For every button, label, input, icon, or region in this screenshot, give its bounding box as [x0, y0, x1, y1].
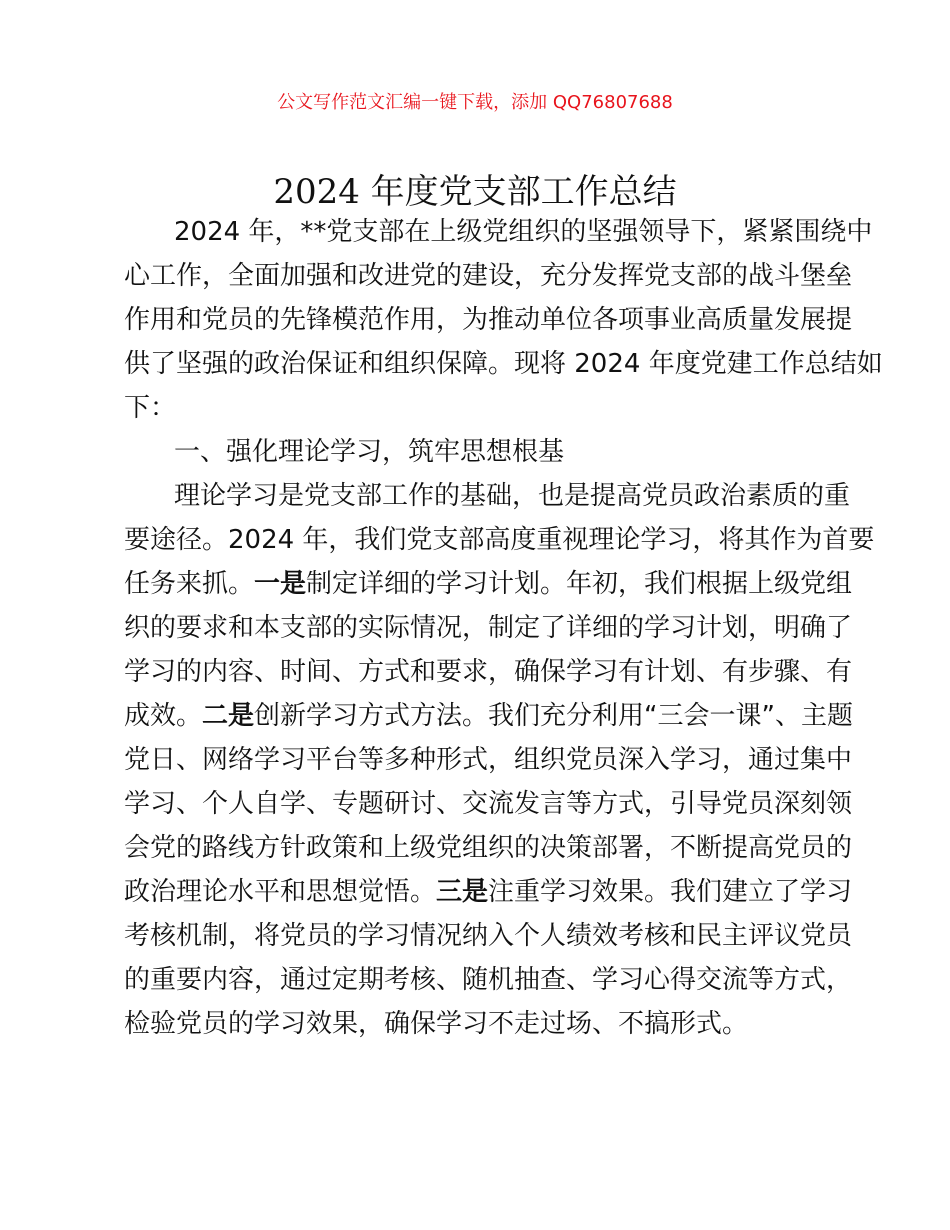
text-line [124, 386, 836, 430]
header-watermark: 公文写作范文汇编一键下载，添加 QQ76807688 [277, 92, 673, 113]
text-segment: 供了坚强的政治保证和组织保障。现将 2024 年度党建工作总结如 [124, 349, 883, 379]
text-segment: 2024 年，**党支部在上级党组织的坚强领导下，紧紧围绕中 [174, 217, 873, 247]
bold-keyword: 一是 [254, 569, 307, 599]
text-segment: 学习、个人自学、专题研讨、交流发言等方式，引导党员深刻领 [124, 789, 853, 819]
text-segment: 下： [124, 393, 177, 423]
bold-keyword: 三是 [436, 877, 489, 907]
text-segment: 心工作，全面加强和改进党的建设，充分发挥党支部的战斗堡垒 [124, 261, 853, 291]
text-line [174, 210, 873, 254]
text-segment: 理论学习是党支部工作的基础，也是提高党员政治素质的重 [174, 481, 851, 511]
text-segment: 政治理论水平和思想觉悟。 [124, 877, 437, 907]
text-segment: 检验党员的学习效果，确保学习不走过场、不搞形式。 [124, 1009, 749, 1039]
text-segment: 党日、网络学习平台等多种形式，组织党员深入学习，通过集中 [124, 745, 853, 775]
text-segment: 一、强化理论学习，筑牢思想根基 [174, 437, 565, 467]
text-line [174, 474, 851, 518]
text-line [124, 606, 853, 650]
text-segment: 要途径。2024 年，我们党支部高度重视理论学习，将其作为首要 [124, 525, 875, 555]
section-heading [174, 430, 836, 474]
text-line [124, 650, 853, 694]
text-segment: 注重学习效果。我们建立了学习 [488, 877, 853, 907]
text-line [124, 958, 853, 1002]
text-segment: 织的要求和本支部的实际情况，制定了详细的学习计划，明确了 [124, 613, 853, 643]
text-line [124, 870, 853, 914]
text-segment: 任务来抓。 [124, 569, 255, 599]
text-segment: 考核机制，将党员的学习情况纳入个人绩效考核和民主评议党员 [124, 921, 853, 951]
text-line [124, 1002, 836, 1046]
text-segment: 创新学习方式方法。我们充分利用“三会一课”、主题 [254, 701, 853, 731]
text-line [124, 298, 853, 342]
text-line [124, 826, 853, 870]
bold-keyword: 二是 [202, 701, 255, 731]
text-segment: 成效。 [124, 701, 203, 731]
text-segment: 学习的内容、时间、方式和要求，确保学习有计划、有步骤、有 [124, 657, 853, 687]
document-title: 2024 年度党支部工作总结 [273, 172, 677, 212]
text-line [124, 782, 853, 826]
text-line [124, 342, 883, 386]
text-line [124, 694, 853, 738]
text-line [124, 562, 853, 606]
text-line [124, 254, 853, 298]
text-line [124, 738, 853, 782]
text-line [124, 518, 875, 562]
text-segment: 制定详细的学习计划。年初，我们根据上级党组 [306, 569, 853, 599]
text-segment: 会党的路线方针政策和上级党组织的决策部署，不断提高党员的 [124, 833, 853, 863]
text-line [124, 914, 853, 958]
text-segment: 作用和党员的先锋模范作用，为推动单位各项事业高质量发展提 [124, 305, 853, 335]
text-segment: 的重要内容，通过定期考核、随机抽查、学习心得交流等方式， [124, 965, 853, 995]
